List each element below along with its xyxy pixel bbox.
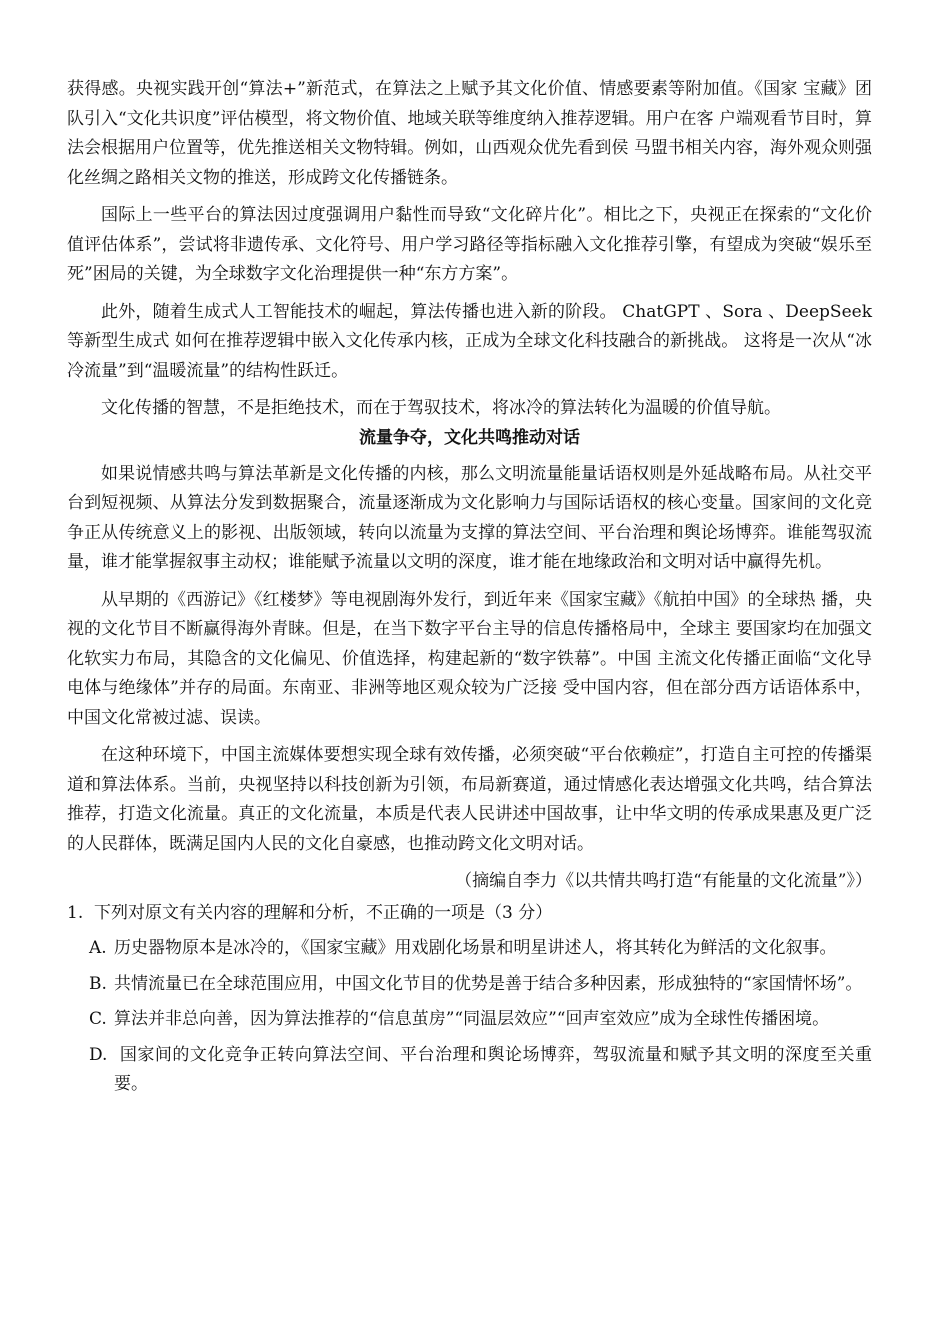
question-number: 1.: [67, 902, 84, 923]
paragraph: 国际上一些平台的算法因过度强调用户黏性而导致“文化碎片化”。相比之下，央视正在探索的“文化价值评估体系”，尝试将非遗传承、文化符号、用户学习路径等指标融入文化推荐引擎，有望成为突破“娱乐至死”困局的关键，为全球数字文化治理提供一种“东方方案”。: [67, 205, 872, 284]
option-text: 算法并非总向善，因为算法推荐的“信息茧房”“同温层效应”“回声室效应”成为全球性传播困境。: [114, 1009, 830, 1029]
option-text: 共情流量已在全球范围应用，中国文化节目的优势是善于结合多种因素，形成独特的“家国情怀场”。: [114, 973, 863, 994]
option-letter: C.: [89, 1009, 107, 1029]
section-heading: 流量争夺，文化共鸣推动对话: [359, 427, 580, 448]
paragraph: 此外，随着生成式人工智能技术的崛起，算法传播也进入新的阶段。 ChatGPT 、Sora 、DeepSeek 等新型生成式 如何在推荐逻辑中嵌入文化传承内核，正成为全球文化科技融合的新挑战。 这将是一次从“冰冷流量”到“温暖流量”的结构性跃迁。: [67, 301, 872, 381]
option-d: [67, 1041, 872, 1100]
question-stem: [67, 899, 872, 929]
option-letter: A.: [89, 938, 107, 958]
option-a: [67, 934, 872, 964]
question-text: 下列对原文有关内容的理解和分析，不正确的一项是（3 分）: [94, 902, 553, 923]
option-text: 国家间的文化竞争正转向算法空间、平台治理和舆论场博弈，驾驭流量和赋予其文明的深度至关重要。: [114, 1044, 872, 1094]
paragraph: 在这种环境下，中国主流媒体要想实现全球有效传播，必须突破“平台依赖症”，打造自主可控的传播渠道和算法体系。当前，央视坚持以科技创新为引领，布局新赛道，通过情感化表达增强文化共鸣，结合算法推荐，打造文化流量。真正的文化流量，本质是代表人民讲述中国故事，让中华文明的传承成果惠及更广泛的人民群体，既满足国内人民的文化自豪感，也推动跨文化文明对话。: [67, 745, 872, 854]
paragraph: 从早期的《西游记》《红楼梦》等电视剧海外发行，到近年来《国家宝藏》《航拍中国》的全球热 播，央视的文化节目不断赢得海外青睐。但是，在当下数字平台主导的信息传播格局中，全球主 要国家均在加强文化软实力布局，其隐含的文化偏见、价值选择，构建起新的“数字铁幕”。中国 主流文化传播正面临“文化导电体与绝缘体”并存的局面。东南亚、非洲等地区观众较为广泛接 受中国内容，但在部分西方话语体系中，中国文化常被过滤、误读。: [67, 589, 872, 728]
paragraph-continuation: 获得感。央视实践开创“算法+”新范式，在算法之上赋予其文化价值、情感要素等附加值。《国家 宝藏》团队引入“文化共识度”评估模型，将文物价值、地域关联等维度纳入推荐逻辑。用户在客 户端观看节目时，算法会根据用户位置等，优先推送相关文物特辑。例如，山西观众优先看到侯 马盟书相关内容，海外观众则强化丝绸之路相关文物的推送，形成跨文化传播链条。: [67, 79, 872, 188]
paragraph: 如果说情感共鸣与算法革新是文化传播的内核，那么文明流量能量话语权则是外延战略布局。从社交平台到短视频、从算法分发到数据聚合，流量逐渐成为文化影响力与国际话语权的核心变量。国家间的文化竞争正从传统意义上的影视、出版领域，转向以流量为支撑的算法空间、平台治理和舆论场博弈。谁能驾驭流量，谁才能掌握叙事主动权；谁能赋予流量以文明的深度，谁才能在地缘政治和文明对话中赢得先机。: [67, 463, 872, 572]
option-letter: D.: [89, 1044, 108, 1065]
source-note: （摘编自李力《以共情共鸣打造“有能量的文化流量”》）: [455, 871, 872, 891]
option-text: 历史器物原本是冰冷的，《国家宝藏》用戏剧化场景和明星讲述人，将其转化为鲜活的文化叙事。: [114, 938, 837, 958]
paragraph: 文化传播的智慧，不是拒绝技术，而在于驾驭技术，将冰冷的算法转化为温暖的价值导航。: [101, 398, 781, 418]
option-b: [67, 970, 872, 1000]
option-c: [67, 1005, 872, 1035]
option-letter: B.: [89, 973, 107, 994]
